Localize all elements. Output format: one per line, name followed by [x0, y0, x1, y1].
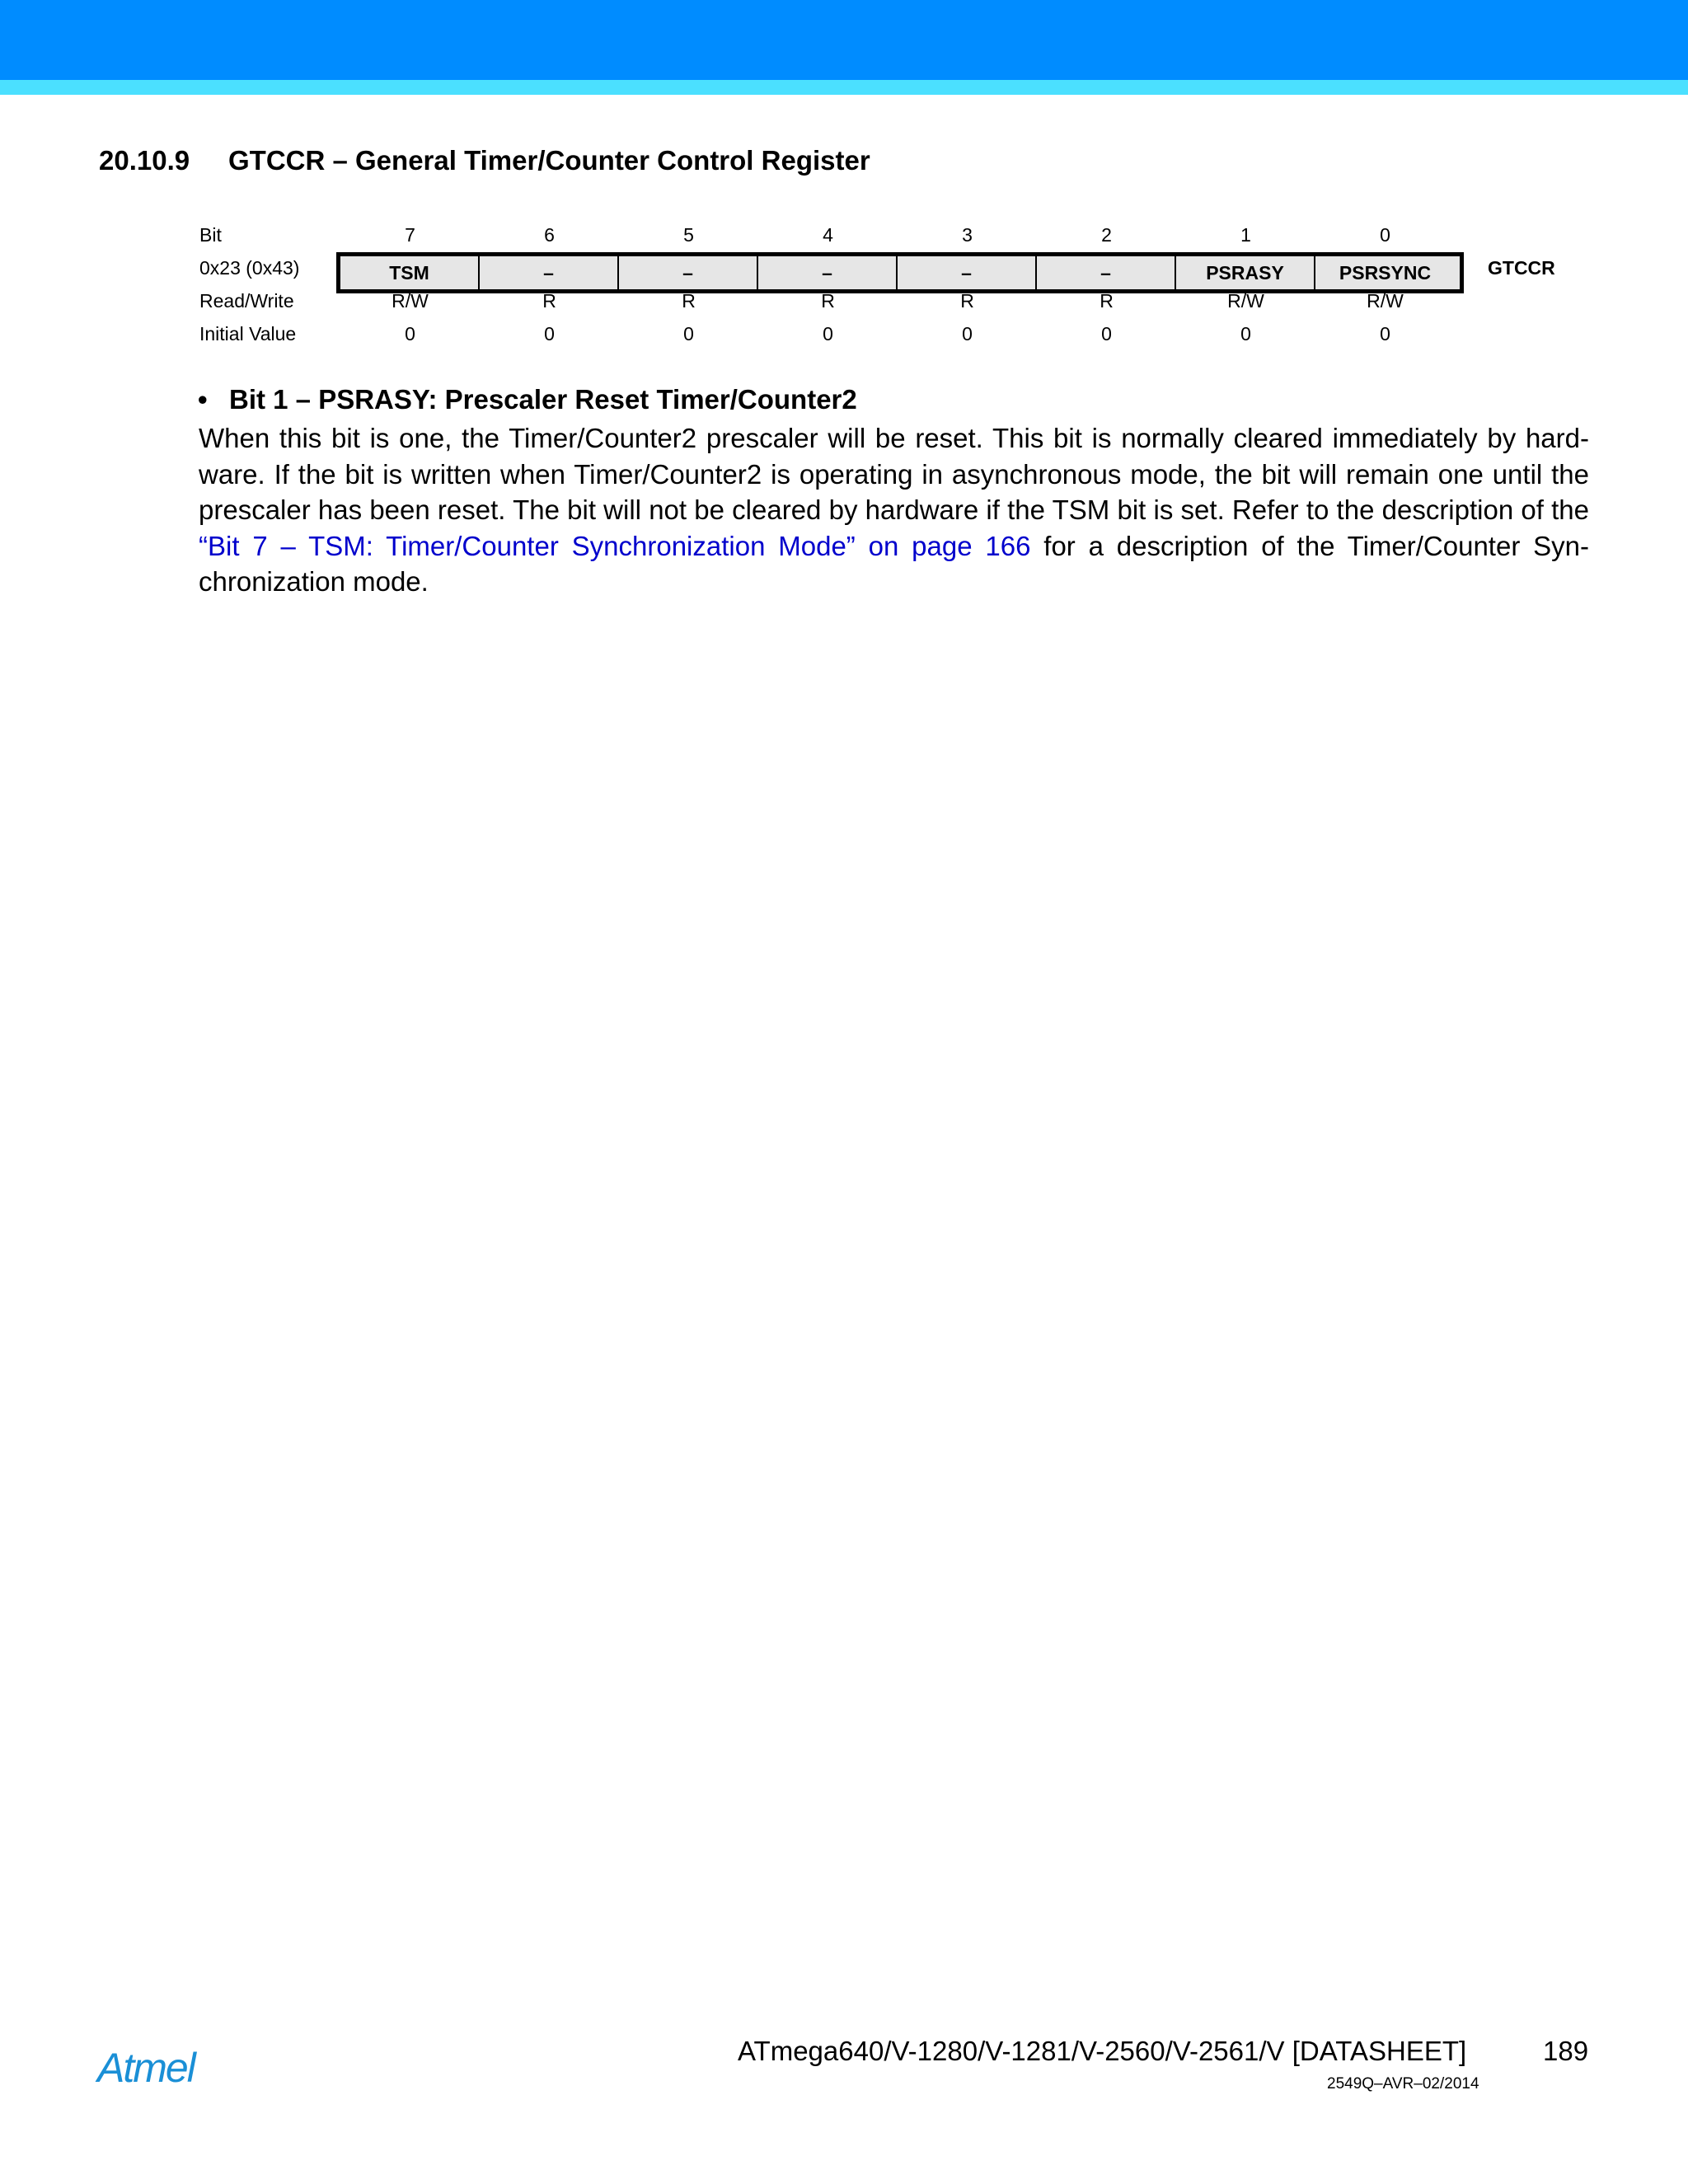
bit-number: 1	[1240, 224, 1251, 246]
section-title: GTCCR – General Timer/Counter Control Register	[228, 145, 870, 176]
section-heading	[99, 145, 870, 176]
register-field: –	[619, 256, 758, 289]
initial-value: 0	[962, 323, 973, 344]
bit-number: 0	[1380, 224, 1390, 246]
bit-row-label: Bit	[199, 224, 222, 246]
footer-document-title: ATmega640/V-1280/V-1281/V-2560/V-2561/V [DATASHEET]	[738, 2036, 1467, 2066]
access-value: R/W	[1227, 290, 1264, 312]
document-id: 2549Q–AVR–02/2014	[1327, 2075, 1479, 2093]
initial-value: 0	[683, 323, 694, 344]
bit-number: 5	[683, 224, 694, 246]
address-row-label: 0x23 (0x43)	[199, 257, 300, 279]
register-name: GTCCR	[1488, 257, 1555, 279]
register-field: PSRASY	[1176, 256, 1315, 289]
atmel-logo: Atmel	[97, 2045, 195, 2091]
bit-number: 4	[823, 224, 833, 246]
section-number: 20.10.9	[99, 145, 190, 176]
read-write-row-label: Read/Write	[199, 290, 294, 312]
initial-value: 0	[544, 323, 555, 344]
initial-value: 0	[1240, 323, 1251, 344]
register-field: TSM	[340, 256, 480, 289]
paragraph-text: When this bit is one, the Timer/Counter2 prescaler will be reset. This bit is normally cleared immediately by hard-ware. If the bit is written when Timer/Counter2 is operating in asynchronous mode, the bit will remain one until the prescaler has been reset. The bit will not be cleared by hardware if the TSM bit is set. Refer to the description of the	[199, 423, 1589, 525]
register-field: PSRSYNC	[1339, 261, 1432, 284]
bit-number: 3	[962, 224, 973, 246]
register-field: –	[480, 256, 619, 289]
initial-value: 0	[823, 323, 833, 344]
header-bar	[0, 0, 1688, 80]
register-field: –	[1037, 256, 1176, 289]
initial-value-row-label: Initial Value	[199, 323, 297, 344]
bit-description-paragraph	[199, 420, 1589, 600]
page-number: 189	[1543, 2036, 1589, 2066]
initial-value: 0	[1380, 323, 1390, 344]
access-value: R	[1100, 290, 1114, 312]
access-value: R/W	[1367, 290, 1404, 312]
bullet: •	[198, 384, 208, 415]
bit-description-heading	[198, 384, 857, 415]
cross-reference-link[interactable]: “Bit 7 – TSM: Timer/Counter Synchronization Mode” on page 166	[199, 530, 1031, 561]
initial-value: 0	[1101, 323, 1112, 344]
header-stripe	[0, 80, 1688, 95]
bit-number: 6	[544, 224, 555, 246]
access-value: R	[821, 290, 835, 312]
access-value: R/W	[392, 290, 429, 312]
bit-description-title: Bit 1 – PSRASY: Prescaler Reset Timer/Counter2	[229, 384, 857, 415]
register-field: –	[758, 256, 898, 289]
initial-value: 0	[405, 323, 415, 344]
register-field: –	[898, 256, 1037, 289]
paragraph-text: for a description of the Timer/Counter Syn-chronization mode.	[199, 530, 1589, 597]
register-field-table	[336, 252, 1464, 293]
bit-number: 2	[1101, 224, 1112, 246]
access-value: R	[682, 290, 696, 312]
bit-number: 7	[405, 224, 415, 246]
access-value: R	[960, 290, 974, 312]
access-value: R	[542, 290, 556, 312]
